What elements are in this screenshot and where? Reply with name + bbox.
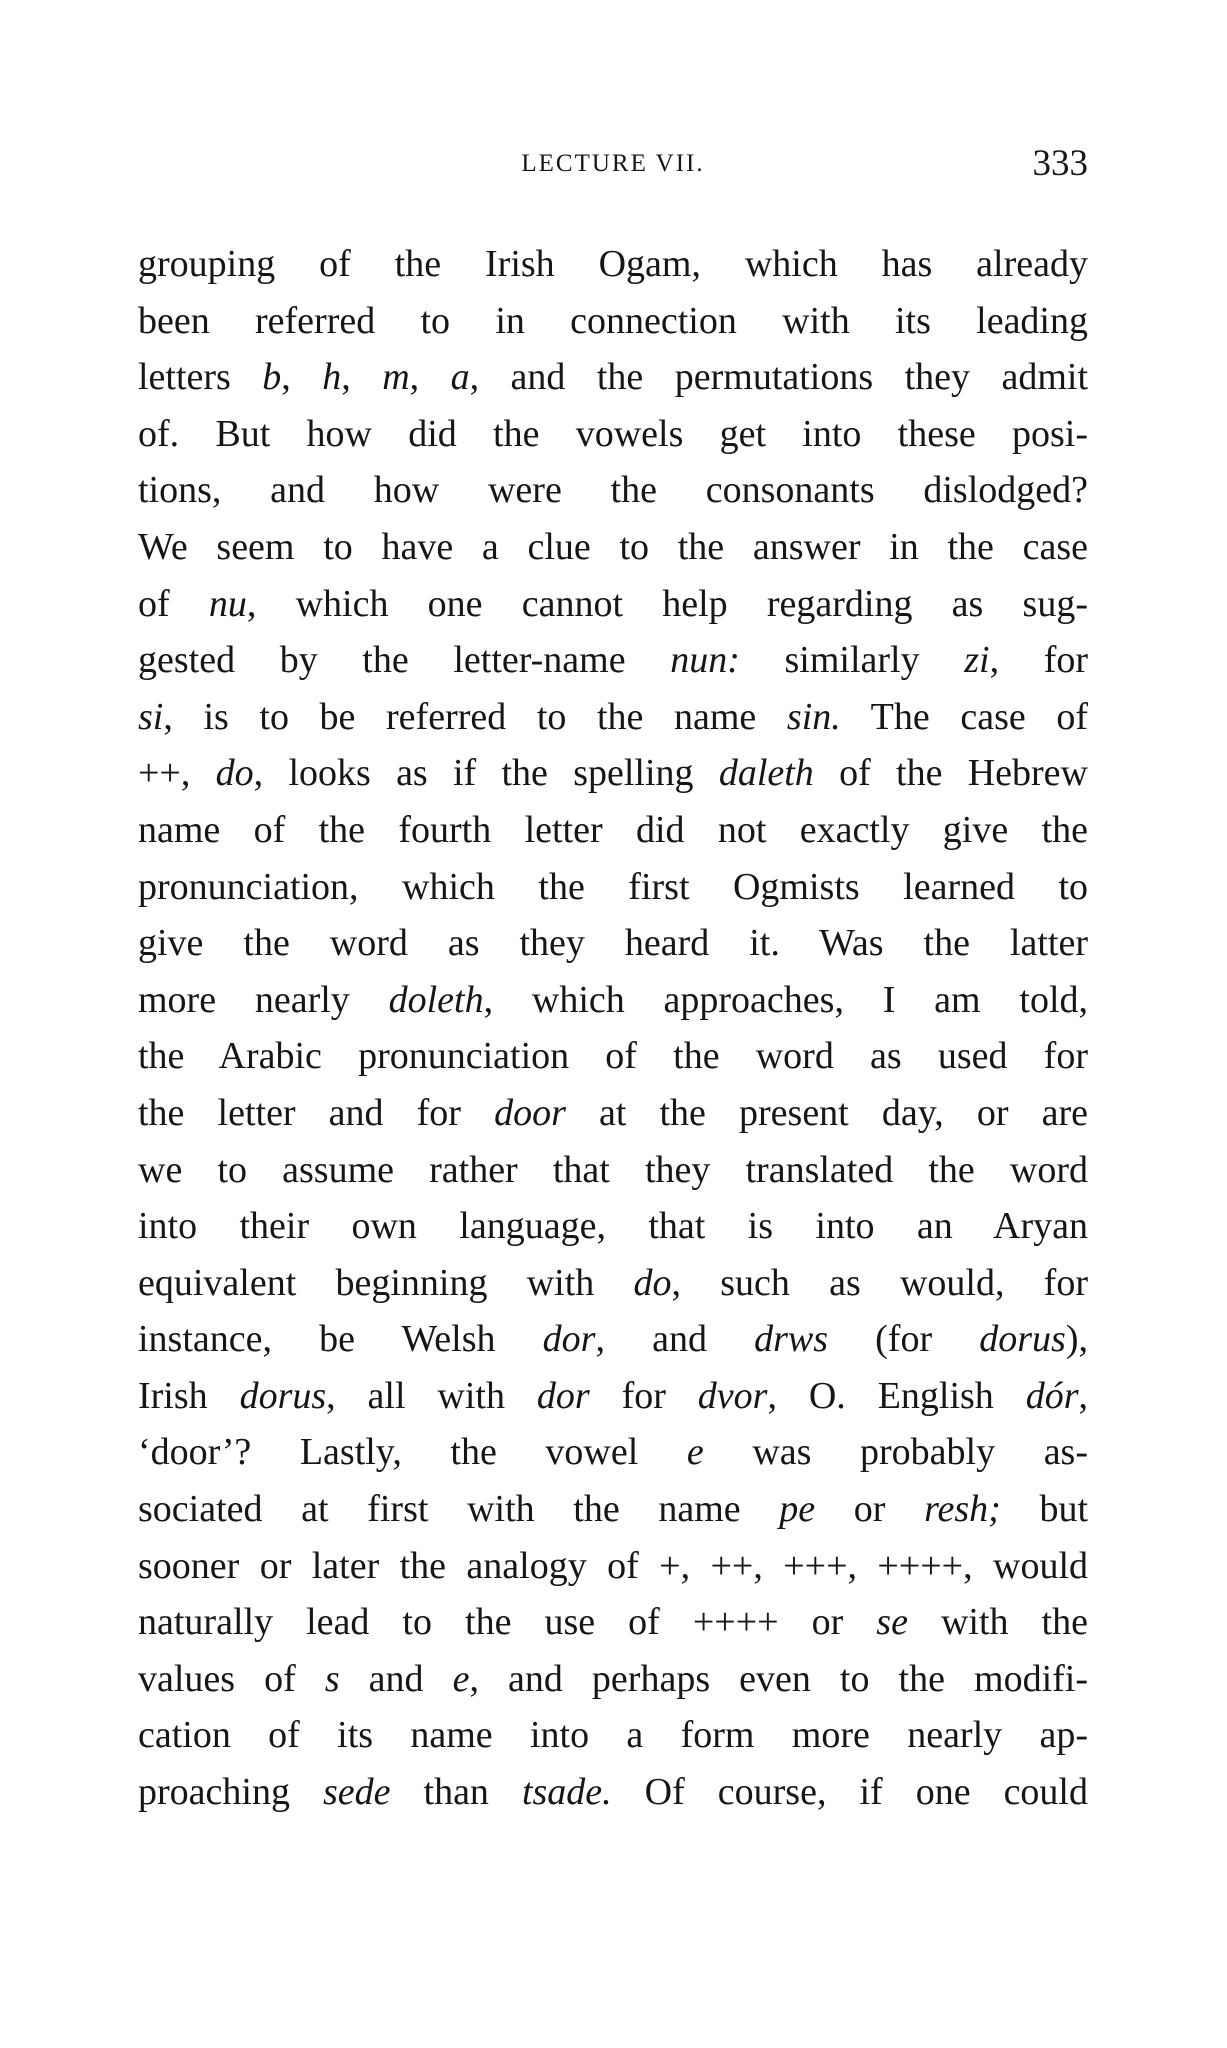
- text-run: sociated at first with the name: [138, 1488, 780, 1531]
- text-run: of. But how did the vowels get into these posi-: [138, 412, 1088, 455]
- text-run: , O. English: [767, 1374, 1026, 1417]
- text-run: , looks as if the spelling: [253, 752, 719, 795]
- italic-term: door: [494, 1091, 566, 1134]
- text-run: naturally lead to the use of ++++ or: [138, 1601, 877, 1644]
- italic-term: nu: [208, 582, 247, 625]
- italic-term: pe: [779, 1488, 816, 1531]
- text-run: ‘door’? Lastly, the vowel: [138, 1431, 687, 1474]
- text-line: [138, 1368, 1088, 1425]
- text-run: , and the permutations they admit: [469, 356, 1088, 399]
- text-run: of: [138, 582, 209, 625]
- italic-term: nun:: [670, 639, 740, 682]
- text-line: [138, 802, 1088, 859]
- text-line: [138, 915, 1088, 972]
- text-run: , and perhaps even to the modifi-: [469, 1657, 1088, 1700]
- text-run: proaching: [138, 1771, 323, 1814]
- text-line: [138, 632, 1088, 689]
- page-number: 333: [1032, 143, 1088, 184]
- text-run: , is to be referred to the name: [163, 695, 787, 738]
- text-line: [138, 1651, 1088, 1708]
- italic-term: dór: [1025, 1374, 1079, 1417]
- text-run: ,: [409, 356, 451, 399]
- text-run: pronunciation, which the first Ogmists learned to: [138, 865, 1088, 908]
- text-line: [138, 1538, 1088, 1595]
- italic-term: si: [138, 695, 164, 738]
- text-line: [138, 1255, 1088, 1312]
- text-line: [138, 1594, 1088, 1651]
- text-run: , all with: [326, 1374, 537, 1417]
- italic-term: se: [876, 1601, 908, 1644]
- text-run: ),: [1065, 1318, 1088, 1361]
- text-line: [138, 349, 1088, 406]
- italic-term: m: [382, 356, 410, 399]
- text-line: [138, 1311, 1088, 1368]
- text-run: , such as would, for: [671, 1261, 1088, 1304]
- italic-term: sin.: [786, 695, 841, 738]
- italic-term: doleth: [388, 978, 484, 1021]
- text-run: been referred to in connection with its leading: [138, 299, 1088, 342]
- text-line: [138, 1707, 1088, 1764]
- text-run: ,: [281, 356, 323, 399]
- text-line: [138, 1028, 1088, 1085]
- text-line: [138, 1198, 1088, 1255]
- italic-term: drws: [754, 1318, 829, 1361]
- text-run: We seem to have a clue to the answer in the case: [138, 525, 1088, 568]
- italic-term: do: [633, 1261, 672, 1304]
- text-run: the letter and for: [138, 1091, 495, 1134]
- italic-term: dvor: [697, 1374, 768, 1417]
- text-line: [138, 859, 1088, 916]
- text-run: the Arabic pronunciation of the word as used for: [138, 1035, 1088, 1078]
- text-line: [138, 972, 1088, 1029]
- text-run: ,: [1078, 1374, 1089, 1417]
- text-run: sooner or later the analogy of +, ++, +++, ++++, would: [138, 1544, 1088, 1587]
- italic-term: resh;: [924, 1488, 1001, 1531]
- text-run: name of the fourth letter did not exactly give the: [138, 808, 1088, 851]
- text-run: , for: [989, 639, 1089, 682]
- text-run: was probably as-: [703, 1431, 1089, 1474]
- text-run: or: [815, 1488, 925, 1531]
- text-run: gested by the letter-name: [138, 639, 671, 682]
- text-run: values of: [138, 1657, 325, 1700]
- italic-term: s: [324, 1657, 340, 1700]
- italic-term: e: [686, 1431, 704, 1474]
- text-run: The case of: [840, 695, 1088, 738]
- text-run: equivalent beginning with: [138, 1261, 634, 1304]
- text-run: we to assume rather that they translated the word: [138, 1148, 1088, 1191]
- text-run: cation of its name into a form more nearly ap-: [138, 1714, 1088, 1757]
- text-line: [138, 406, 1088, 463]
- italic-term: h: [322, 356, 342, 399]
- text-run: more nearly: [138, 978, 389, 1021]
- italic-term: a: [450, 356, 470, 399]
- text-run: grouping of the Irish Ogam, which has already: [138, 243, 1088, 285]
- text-line: [138, 293, 1088, 350]
- text-run: similarly: [739, 639, 965, 682]
- text-run: , and: [595, 1318, 755, 1361]
- italic-term: sede: [322, 1771, 391, 1814]
- text-run: at the present day, or are: [565, 1091, 1088, 1134]
- text-run: with the: [907, 1601, 1088, 1644]
- text-line: [138, 462, 1088, 519]
- italic-term: daleth: [718, 752, 814, 795]
- text-line: [138, 576, 1088, 633]
- text-run: ++,: [138, 752, 216, 795]
- body-text: [138, 236, 1088, 1821]
- italic-term: e: [452, 1657, 470, 1700]
- running-head-title: LECTURE VII.: [521, 150, 705, 177]
- italic-term: dorus: [239, 1374, 327, 1417]
- text-line: [138, 1764, 1088, 1821]
- text-run: , which approaches, I am told,: [483, 978, 1089, 1021]
- text-line: [138, 689, 1088, 746]
- text-run: for: [589, 1374, 698, 1417]
- text-line: [138, 519, 1088, 576]
- text-run: than: [390, 1771, 522, 1814]
- text-line: [138, 1424, 1088, 1481]
- text-run: letters: [138, 356, 263, 399]
- text-run: give the word as they heard it. Was the latter: [138, 922, 1088, 965]
- running-head: [138, 142, 1088, 192]
- italic-term: dor: [542, 1318, 596, 1361]
- text-run: , which one cannot help regarding as sug-: [246, 582, 1088, 625]
- text-run: tions, and how were the consonants dislodged?: [138, 469, 1088, 512]
- text-line: [138, 236, 1088, 293]
- text-line: [138, 1481, 1088, 1538]
- italic-term: dorus: [979, 1318, 1066, 1361]
- text-line: [138, 1085, 1088, 1142]
- text-run: (for: [828, 1318, 980, 1361]
- text-line: [138, 745, 1088, 802]
- text-run: into their own language, that is into an Aryan: [138, 1205, 1088, 1248]
- text-run: ,: [341, 356, 383, 399]
- text-run: of the Hebrew: [813, 752, 1088, 795]
- italic-term: do: [215, 752, 254, 795]
- italic-term: dor: [536, 1374, 590, 1417]
- text-line: [138, 1142, 1088, 1199]
- text-run: Irish: [138, 1374, 240, 1417]
- italic-term: tsade.: [521, 1771, 612, 1814]
- text-run: and: [339, 1657, 453, 1700]
- text-run: but: [1000, 1488, 1088, 1531]
- text-run: Of course, if one could: [611, 1771, 1088, 1814]
- italic-term: b: [262, 356, 282, 399]
- text-run: instance, be Welsh: [138, 1318, 543, 1361]
- italic-term: zi: [964, 639, 990, 682]
